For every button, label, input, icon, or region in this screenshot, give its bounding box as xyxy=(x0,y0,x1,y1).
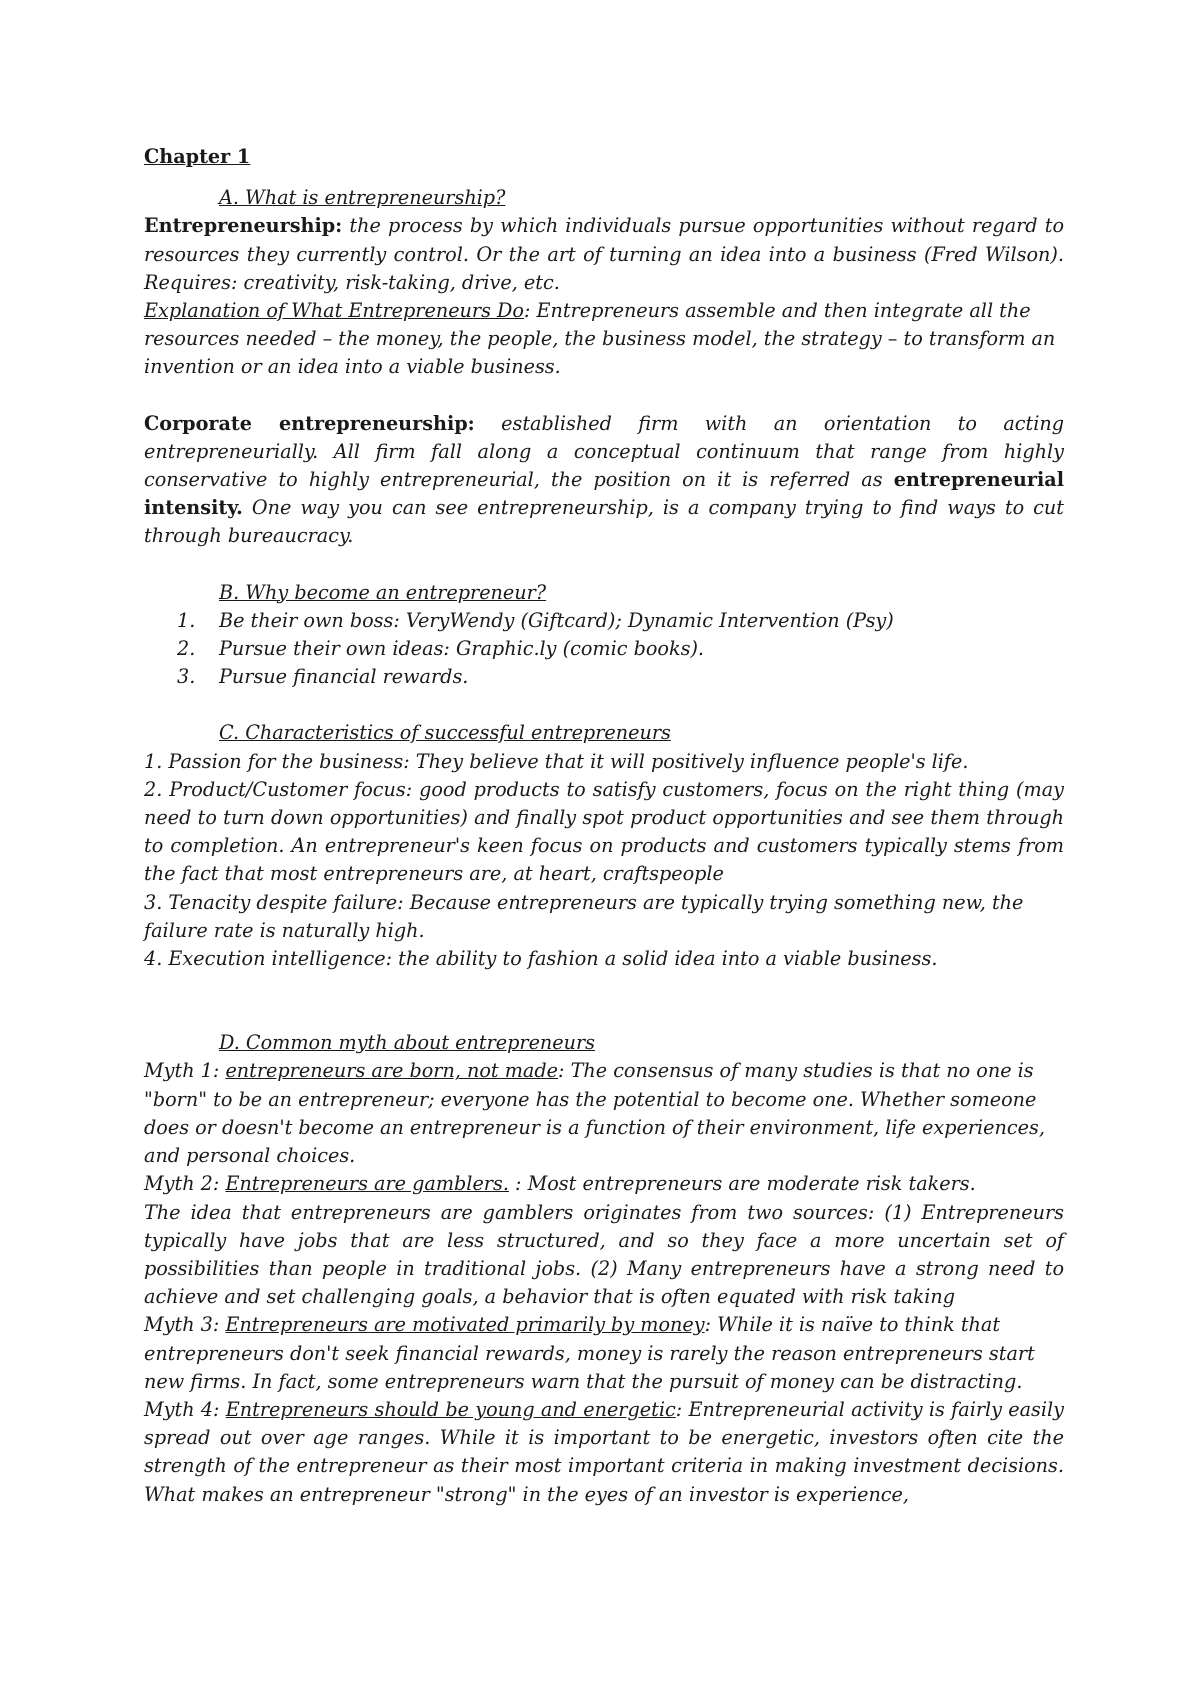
list-item-number: 2. xyxy=(177,637,196,661)
explanation-label: Explanation of What Entrepreneurs Do xyxy=(144,299,524,323)
myth-item xyxy=(144,1396,1064,1509)
corporate-entrepreneurship-paragraph xyxy=(144,410,1064,551)
characteristic-item: 3. Tenacity despite failure: Because entrepreneurs are typically trying something new, the failure rate is naturally high. xyxy=(144,890,1024,942)
myth-title: Entrepreneurs are motivated primarily by money xyxy=(225,1313,705,1337)
section-b-heading: B. Why become an entrepreneur? xyxy=(219,580,547,604)
myth-prefix: Myth 3: xyxy=(144,1313,226,1337)
explanation-text: : Entrepreneurs assemble and then integrate all the resources needed – the money, the people, the business model, the strategy – to transform an invention or an idea into a viable business. xyxy=(144,299,1056,379)
characteristic-item: 4. Execution intelligence: the ability to fashion a solid idea into a viable business. xyxy=(144,947,938,971)
myth-prefix: Myth 1: xyxy=(144,1059,226,1083)
section-c-heading: C. Characteristics of successful entrepreneurs xyxy=(219,721,671,745)
characteristic-item: 1. Passion for the business: They believe that it will positively influence people's life. xyxy=(144,749,969,773)
definition-term: Entrepreneurship: xyxy=(144,214,343,238)
myth-item xyxy=(144,1057,1064,1170)
definition-text: the process by which individuals pursue opportunities without regard to resources they currently control. Or the art of turning an idea into a business (Fred Wilson). Requires: creativity, risk-taking, drive, etc. xyxy=(144,214,1064,294)
corporate-text-1: established firm with an orientation to acting entrepreneurially. All firm fall along a conceptual continuum that range from highly conservative to highly entrepreneurial, the position on it is referred as xyxy=(144,411,1065,492)
myth-title: Entrepreneurs should be young and energetic xyxy=(225,1397,676,1421)
list-item xyxy=(144,635,1064,663)
explanation-paragraph xyxy=(144,297,1064,382)
section-d-heading: D. Common myth about entrepreneurs xyxy=(219,1031,596,1055)
list-item-text: Be their own boss: VeryWendy (Giftcard); Dynamic Intervention (Psy) xyxy=(219,608,894,632)
myth-text: : While it is naïve to think that entrepreneurs don't seek financial rewards, money is rarely the reason entrepreneurs start new firms. In fact, some entrepreneurs warn that the pursuit of money can be distracting. xyxy=(144,1313,1035,1393)
myth-title: Entrepreneurs are gamblers. xyxy=(225,1172,509,1196)
myth-prefix: Myth 2: xyxy=(144,1172,226,1196)
corporate-text-2: One way you can see entrepreneurship, is a company trying to find ways to cut through bureaucracy. xyxy=(144,496,1064,548)
myth-item xyxy=(144,1170,1064,1198)
corporate-term: Corporate entrepreneurship: xyxy=(144,411,475,435)
chapter-title: Chapter 1 xyxy=(144,145,251,168)
myth-title: entrepreneurs are born, not made xyxy=(225,1059,559,1083)
list-item-number: 3. xyxy=(177,665,196,689)
list-item-text: Pursue financial rewards. xyxy=(219,665,469,689)
document-body xyxy=(144,143,1064,1509)
list-item-number: 1. xyxy=(177,608,196,632)
section-a-heading: A. What is entrepreneurship? xyxy=(219,186,506,210)
myth-explanation: The idea that entrepreneurs are gamblers originates from two sources: (1) Entrepreneurs typically have jobs that are less structured, and so they face a more uncertain set of possibilities than people in traditional jobs. (2) Many entrepreneurs have a strong need to achieve and set challenging goals, a behavior that is often equated with risk taking xyxy=(144,1200,1064,1309)
myth-text: : Entrepreneurial activity is fairly easily spread out over age ranges. While it is important to be energetic, investors often cite the strength of the entrepreneur as their most important criteria in making investment decisions. What makes an entrepreneur "strong" in the eyes of an investor is experience, xyxy=(144,1397,1065,1506)
myth-item xyxy=(144,1311,1064,1396)
list-item-text: Pursue their own ideas: Graphic.ly (comic books). xyxy=(219,637,705,661)
myth-text: : The consensus of many studies is that no one is "born" to be an entrepreneur; everyone has the potential to become one. Whether someone does or doesn't become an entrepreneur is a function of their environment, life experiences, and personal choices. xyxy=(144,1059,1045,1168)
myth-prefix: Myth 4: xyxy=(144,1397,226,1421)
reasons-list xyxy=(144,607,1064,692)
entrepreneurship-definition xyxy=(144,212,1064,297)
list-item xyxy=(144,607,1064,635)
myth-text: : Most entrepreneurs are moderate risk takers. xyxy=(508,1172,976,1196)
corporate-bold-term: entrepreneurial intensity. xyxy=(144,468,1064,520)
characteristic-item: 2. Product/Customer focus: good products to satisfy customers, focus on the right thing (may need to turn down opportunities) and finally spot product opportunities and see them through to completion. An entrepreneur's keen focus on products and customers typically stems from the fact that most entrepreneurs are, at heart, craftspeople xyxy=(144,777,1064,886)
list-item xyxy=(144,663,1064,691)
